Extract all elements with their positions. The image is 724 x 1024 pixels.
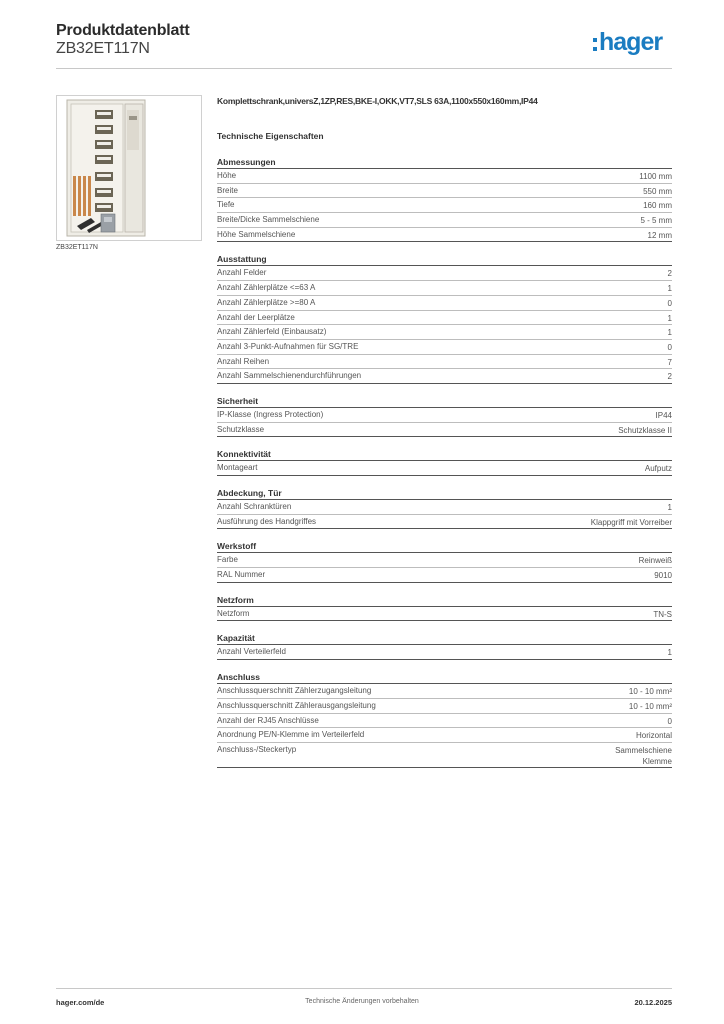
spec-value: 1 bbox=[667, 648, 672, 658]
spec-value: 1 bbox=[667, 328, 672, 338]
spec-label: Ausführung des Handgriffes bbox=[217, 516, 317, 526]
image-caption: ZB32ET117N bbox=[56, 244, 98, 251]
logo-colon-icon bbox=[593, 38, 597, 51]
spec-value: 10 - 10 mm² bbox=[628, 701, 672, 711]
spec-section bbox=[217, 594, 672, 622]
spec-value: Sammelschiene Klemme bbox=[615, 745, 672, 766]
spec-row bbox=[217, 699, 672, 714]
spec-value: 9010 bbox=[654, 571, 672, 581]
spec-section bbox=[217, 448, 672, 476]
section-title: Konnektivität bbox=[217, 448, 672, 461]
spec-label: Anzahl Sammelschienendurchführungen bbox=[217, 371, 362, 381]
spec-row bbox=[217, 296, 672, 311]
spec-label: Schutzklasse bbox=[217, 424, 265, 434]
spec-row bbox=[217, 408, 672, 423]
section-title: Ausstattung bbox=[217, 253, 672, 266]
spec-label: Anordnung PE/N-Klemme im Verteilerfeld bbox=[217, 730, 365, 740]
spec-label: Anschlussquerschnitt Zählerzugangsleitung bbox=[217, 686, 372, 696]
spec-row bbox=[217, 169, 672, 184]
spec-row bbox=[217, 714, 672, 729]
section-title: Kapazität bbox=[217, 632, 672, 645]
spec-section bbox=[217, 395, 672, 437]
spec-row bbox=[217, 213, 672, 228]
spec-row bbox=[217, 281, 672, 296]
spec-row bbox=[217, 461, 672, 476]
spec-label: Anzahl Zählerfeld (Einbausatz) bbox=[217, 327, 327, 337]
spec-value: Horizontal bbox=[635, 731, 672, 741]
spec-value: IP44 bbox=[655, 410, 672, 420]
footer-divider bbox=[56, 988, 672, 989]
spec-label: Anschluss-/Steckertyp bbox=[217, 744, 297, 754]
spec-label: RAL Nummer bbox=[217, 570, 266, 580]
spec-row bbox=[217, 684, 672, 699]
hager-logo[interactable] bbox=[593, 29, 662, 55]
spec-row bbox=[217, 228, 672, 243]
spec-row bbox=[217, 645, 672, 660]
spec-section bbox=[217, 632, 672, 660]
page-title: Produktdatenblatt bbox=[56, 22, 190, 39]
spec-value: 1 bbox=[667, 313, 672, 323]
spec-label: Netzform bbox=[217, 608, 250, 618]
spec-row bbox=[217, 325, 672, 340]
spec-label: Anschlussquerschnitt Zählerausgangsleitung bbox=[217, 700, 376, 710]
spec-row bbox=[217, 198, 672, 213]
spec-section bbox=[217, 156, 672, 242]
spec-label: Höhe Sammelschiene bbox=[217, 229, 296, 239]
spec-value: 160 mm bbox=[643, 201, 672, 211]
spec-value: 2 bbox=[667, 372, 672, 382]
spec-label: Tiefe bbox=[217, 200, 235, 210]
spec-section bbox=[217, 540, 672, 582]
spec-row bbox=[217, 500, 672, 515]
spec-label: Anzahl Reihen bbox=[217, 356, 270, 366]
spec-row bbox=[217, 369, 672, 384]
spec-value: 1 bbox=[667, 284, 672, 294]
spec-row bbox=[217, 743, 672, 768]
section-title: Abdeckung, Tür bbox=[217, 487, 672, 500]
spec-value: Aufputz bbox=[644, 464, 672, 474]
spec-label: Anzahl Zählerplätze >=80 A bbox=[217, 297, 316, 307]
spec-row bbox=[217, 311, 672, 326]
spec-value: 2 bbox=[667, 269, 672, 279]
product-description: Komplettschrank,universZ,1ZP,RES,BKE-I,OKK,VT7,SLS 63A,1100x550x160mm,IP44 bbox=[217, 96, 538, 106]
spec-value: 5 - 5 mm bbox=[640, 216, 672, 226]
spec-value: Klappgriff mit Vorreiber bbox=[590, 517, 672, 527]
spec-label: Breite/Dicke Sammelschiene bbox=[217, 215, 320, 225]
spec-row bbox=[217, 568, 672, 583]
spec-row bbox=[217, 607, 672, 622]
spec-row bbox=[217, 515, 672, 530]
spec-label: Anzahl Felder bbox=[217, 268, 267, 278]
spec-section bbox=[217, 253, 672, 384]
spec-label: Montageart bbox=[217, 463, 258, 473]
spec-value: 7 bbox=[667, 357, 672, 367]
spec-label: Anzahl der Leerplätze bbox=[217, 312, 295, 322]
spec-value: Schutzklasse II bbox=[618, 425, 672, 435]
spec-label: Anzahl Verteilerfeld bbox=[217, 647, 286, 657]
spec-value: 0 bbox=[667, 298, 672, 308]
spec-row bbox=[217, 553, 672, 568]
footer-website-link[interactable]: hager.com/de bbox=[56, 998, 105, 1007]
product-image bbox=[56, 95, 202, 241]
spec-row bbox=[217, 266, 672, 281]
spec-value: 0 bbox=[667, 342, 672, 352]
footer-disclaimer: Technische Änderungen vorbehalten bbox=[305, 998, 419, 1005]
spec-label: Höhe bbox=[217, 171, 237, 180]
spec-label: IP-Klasse (Ingress Protection) bbox=[217, 409, 324, 419]
section-title: Werkstoff bbox=[217, 540, 672, 553]
header-divider bbox=[56, 68, 672, 69]
section-title: Sicherheit bbox=[217, 395, 672, 408]
section-title: Netzform bbox=[217, 594, 672, 607]
tech-properties-heading: Technische Eigenschaften bbox=[217, 131, 324, 141]
spec-value: 1 bbox=[667, 503, 672, 512]
spec-row bbox=[217, 184, 672, 199]
spec-value: Reinweiß bbox=[638, 556, 672, 566]
spec-section bbox=[217, 487, 672, 529]
spec-section bbox=[217, 671, 672, 768]
section-title: Abmessungen bbox=[217, 156, 672, 169]
spec-label: Farbe bbox=[217, 555, 238, 565]
spec-value: 0 bbox=[667, 716, 672, 726]
spec-label: Anzahl Schranktüren bbox=[217, 502, 292, 511]
logo-wordmark: hager bbox=[599, 28, 663, 56]
section-title: Anschluss bbox=[217, 671, 672, 684]
spec-row bbox=[217, 355, 672, 370]
spec-row bbox=[217, 340, 672, 355]
specs-table bbox=[217, 156, 672, 779]
spec-value: TN-S bbox=[653, 609, 672, 619]
footer-date: 20.12.2025 bbox=[634, 998, 672, 1007]
spec-label: Breite bbox=[217, 185, 238, 195]
spec-value: 12 mm bbox=[647, 230, 672, 240]
spec-label: Anzahl Zählerplätze <=63 A bbox=[217, 283, 316, 293]
product-code: ZB32ET117N bbox=[56, 40, 150, 57]
spec-value: 10 - 10 mm² bbox=[628, 687, 672, 697]
spec-row bbox=[217, 728, 672, 743]
spec-label: Anzahl der RJ45 Anschlüsse bbox=[217, 715, 319, 725]
spec-label: Anzahl 3-Punkt-Aufnahmen für SG/TRE bbox=[217, 341, 359, 351]
spec-row bbox=[217, 423, 672, 438]
spec-value: 1100 mm bbox=[639, 172, 672, 181]
cabinet-illustration-icon bbox=[57, 96, 201, 240]
spec-value: 550 mm bbox=[643, 186, 672, 196]
